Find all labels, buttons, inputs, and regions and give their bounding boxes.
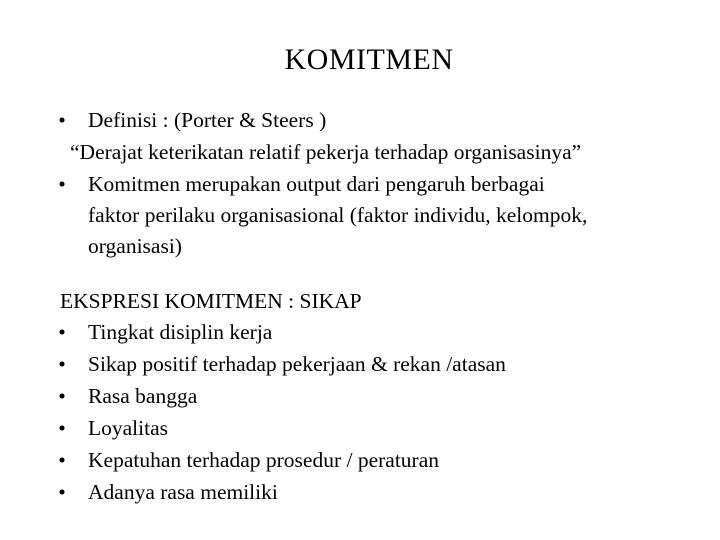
bullet-icon: • <box>58 352 66 376</box>
bullet-icon: • <box>58 320 66 344</box>
list-item: Loyalitas <box>88 416 169 440</box>
section-heading: EKSPRESI KOMITMEN : SIKAP <box>60 289 362 313</box>
bullet-icon: • <box>58 448 66 472</box>
output-item-line3: organisasi) <box>88 234 182 258</box>
list-item: Kepatuhan terhadap prosedur / peraturan <box>88 448 440 472</box>
list-item: Tingkat disiplin kerja <box>88 320 273 344</box>
slide-title: KOMITMEN <box>284 43 454 76</box>
list-item: Rasa bangga <box>88 384 198 408</box>
bullet-icon: • <box>58 480 66 504</box>
list-item: Sikap positif terhadap pekerjaan & rekan /atasan <box>88 352 506 376</box>
bullet-icon: • <box>58 384 66 408</box>
bullet-icon: • <box>58 172 66 196</box>
output-item-line1: Komitmen merupakan output dari pengaruh berbagai <box>88 172 545 196</box>
bullet-icon: • <box>58 108 66 132</box>
bullet-icon: • <box>58 416 66 440</box>
definition-item: Definisi : (Porter & Steers ) <box>88 108 327 132</box>
definition-quote: “Derajat keterikatan relatif pekerja terhadap organisasinya” <box>70 140 582 164</box>
list-item: Adanya rasa memiliki <box>88 480 278 504</box>
output-item-line2: faktor perilaku organisasional (faktor individu, kelompok, <box>88 203 588 227</box>
